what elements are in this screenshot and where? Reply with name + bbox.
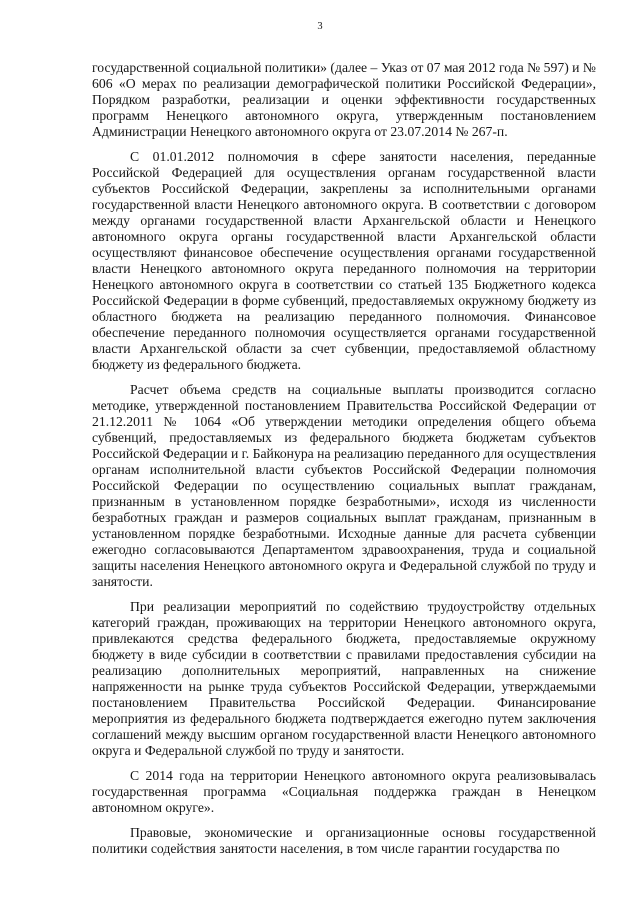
paragraph-employment-assistance-subsidy: При реализации мероприятий по содействию трудоустройству отдельных категорий граждан, проживающих на территории Ненецкого автономного округа, привлекаются средства федерального бюджета, предоставляемые окружному бюджету в виде субсидии в соответствии с правилами предоставления субсидии на реализацию дополнительных мероприятий, направленных на снижение напряженности на рынке труда субъектов Российской Федерации, утверждаемыми постановлением Правительства Российской Федерации. Финансирование мероприятия из федерального бюджета подтверждается ежегодно путем заключения соглашений между высшим органом государственной власти Ненецкого автономного округа и Федеральной службой по труду и занятости. — [92, 599, 596, 758]
document-body — [92, 60, 596, 857]
paragraph-social-payments-calculation: Расчет объема средств на социальные выплаты производится согласно методике, утвержденной постановлением Правительства Российской Федерации от 21.12.2011 № 1064 «Об утверждении методики определения общего объема субвенций, предоставляемых из федерального бюджета бюджетам субъектов Российской Федерации и г. Байконура на реализацию переданного для осуществления органам исполнительной власти субъектов Российской Федерации полномочия Российской Федерации по осуществлению социальных выплат гражданам, признанным в установленном порядке безработными», исходя из численности безработных граждан и размеров социальных выплат гражданам, признанным в установленном порядке безработными. Исходные данные для расчета субвенции ежегодно согласовываются Департаментом здравоохранения, труда и социальной защиты населения Ненецкого автономного округа и Федеральной службой по труду и занятости. — [92, 382, 596, 589]
paragraph-decree-references: государственной социальной политики» (далее – Указ от 07 мая 2012 года № 597) и № 606 «О мерах по реализации демографической политики Российской Федерации», Порядком разработки, реализации и оценки эффективности государственных программ Ненецкого автономного округа, утвержденным постановлением Администрации Ненецкого автономного округа от 23.07.2014 № 267-п. — [92, 60, 596, 139]
paragraph-legal-foundations: Правовые, экономические и организационные основы государственной политики содействия занятости населения, в том числе гарантии государства по — [92, 825, 596, 856]
page-number: 3 — [317, 21, 323, 32]
paragraph-state-program-2014: С 2014 года на территории Ненецкого автономного округа реализовывалась государственная программа «Социальная поддержка граждан в Ненецком автономном округе». — [92, 768, 596, 815]
paragraph-employment-powers: С 01.01.2012 полномочия в сфере занятости населения, переданные Российской Федерацией для осуществления органам государственной власти субъектов Российской Федерации, закреплены за исполнительными органами государственной власти Ненецкого автономного округа. В соответствии с договором между органами государственной власти Архангельской области и Ненецкого автономного округа органы государственной власти Архангельской области осуществляют финансовое обеспечение осуществления органами государственной власти Ненецкого автономного округа переданного полномочия на территории Ненецкого автономного округа в соответствии со статьей 135 Бюджетного кодекса Российской Федерации в форме субвенций, предоставляемых окружному бюджету из областного бюджета на реализацию переданного полномочия. Финансовое обеспечение переданного полномочия осуществляется органами государственной власти Архангельской области за счет субвенции, предоставляемой областному бюджету из федерального бюджета. — [92, 149, 596, 372]
